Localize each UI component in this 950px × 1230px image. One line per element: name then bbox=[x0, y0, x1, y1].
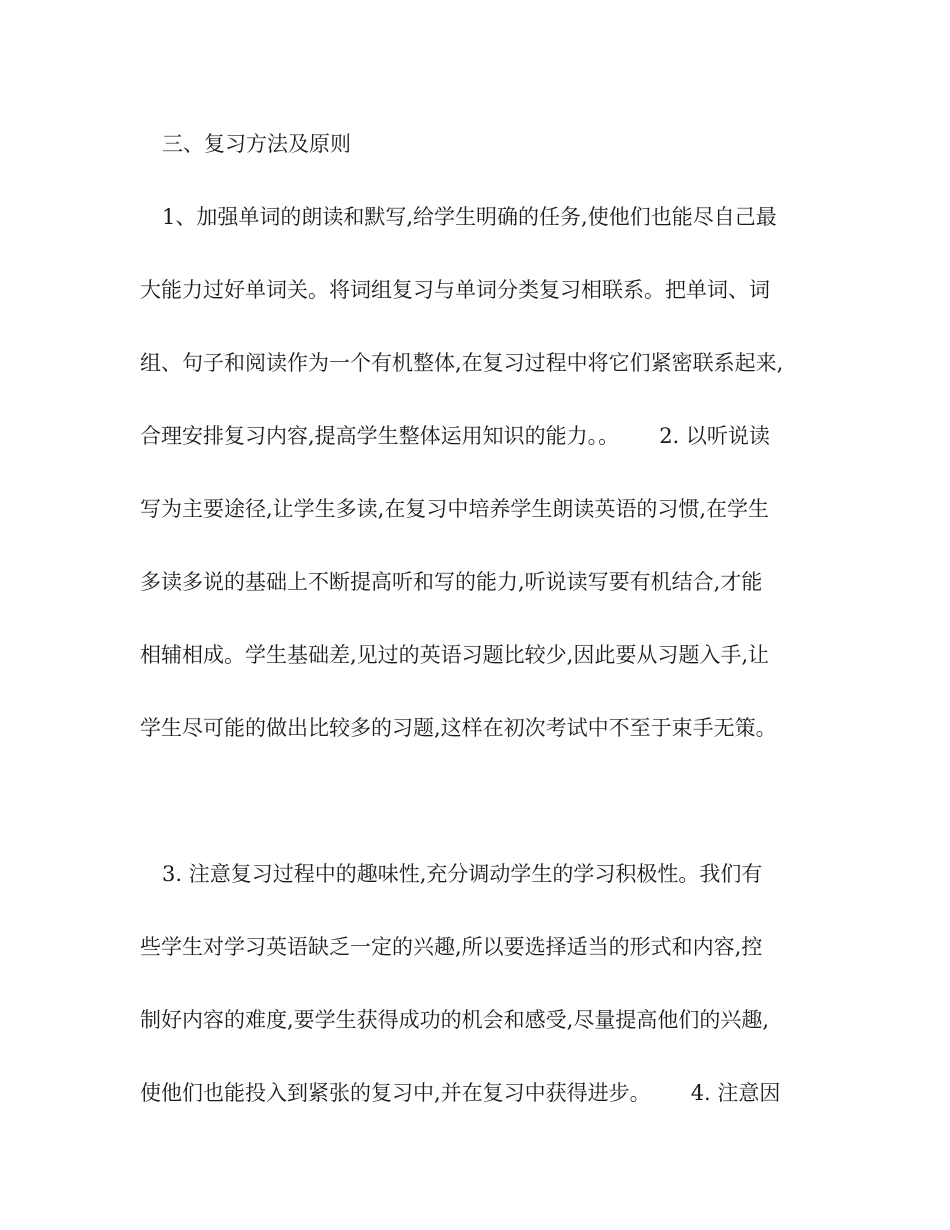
section-heading: 三、复习方法及原则 bbox=[162, 132, 351, 156]
paragraph-line bbox=[140, 422, 820, 450]
paragraph-line: 大能力过好单词关。将词组复习与单词分类复习相联系。把单词、词 bbox=[140, 278, 770, 302]
paragraph-line: 多读多说的基础上不断提高听和写的能力,听说读写要有机结合,才能 bbox=[140, 570, 763, 594]
paragraph-line: 1、加强单词的朗读和默写,给学生明确的任务,使他们也能尽自己最 bbox=[162, 205, 777, 229]
paragraph-line: 学生尽可能的做出比较多的习题,这样在初次考试中不至于束手无策。 bbox=[140, 716, 777, 740]
paragraph-line: 3. 注意复习过程中的趣味性,充分调动学生的学习积极性。我们有 bbox=[162, 862, 763, 886]
paragraph-line: 些学生对学习英语缺乏一定的兴趣,所以要选择适当的形式和内容,控 bbox=[140, 935, 763, 959]
paragraph-line-text: 使他们也能投入到紧张的复习中,并在复习中获得进步。 bbox=[140, 1081, 651, 1105]
paragraph-line: 写为主要途径,让学生多读,在复习中培养学生朗读英语的习惯,在学生 bbox=[140, 497, 770, 521]
paragraph-line bbox=[140, 1079, 820, 1107]
paragraph-line: 相辅相成。学生基础差,见过的英语习题比较少,因此要从习题入手,让 bbox=[140, 643, 770, 667]
paragraph-line: 制好内容的难度,要学生获得成功的机会和感受,尽量提高他们的兴趣, bbox=[140, 1008, 770, 1032]
paragraph-line: 组、句子和阅读作为一个有机整体,在复习过程中将它们紧密联系起来, bbox=[140, 351, 784, 375]
paragraph-line-text: 合理安排复习内容,提高学生整体运用知识的能力。。 bbox=[140, 424, 620, 448]
inline-list-item: 4. 注意因 bbox=[690, 1081, 781, 1105]
inline-list-item: 2. 以听说读 bbox=[659, 424, 770, 448]
